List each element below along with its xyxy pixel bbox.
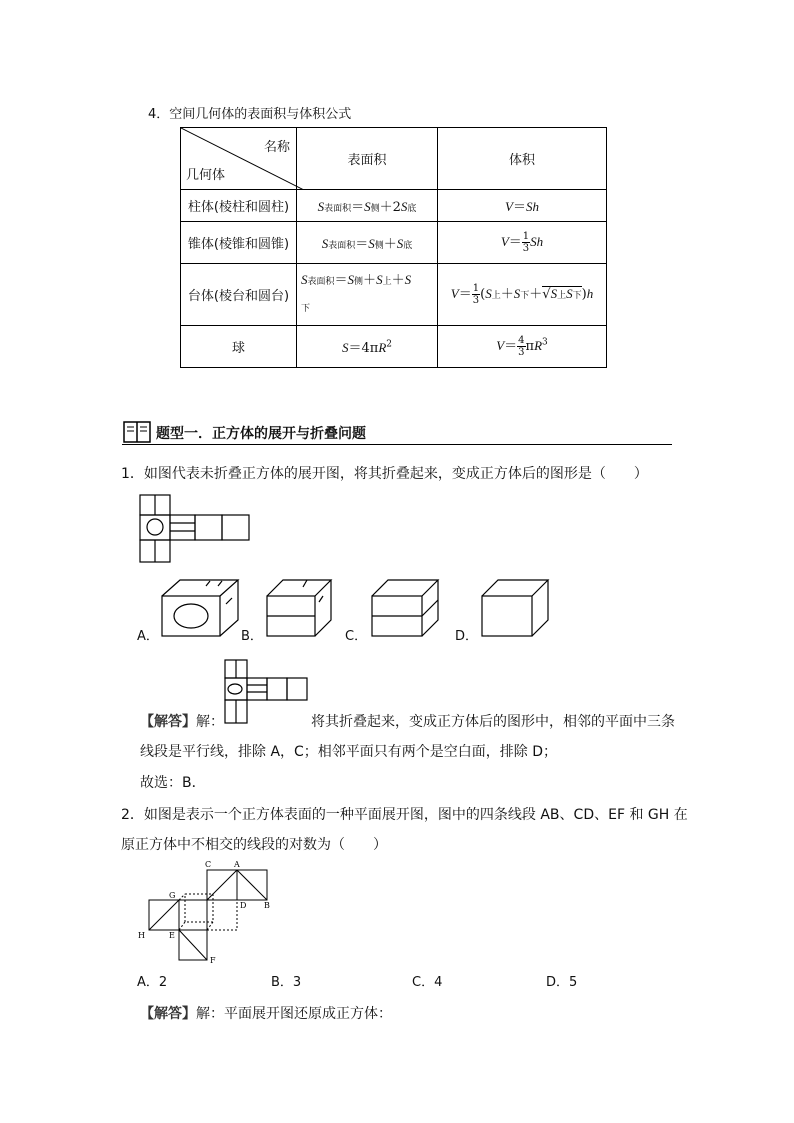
q2-answer: [140, 1003, 392, 1023]
q1-answer-line1: [140, 711, 224, 731]
q2-net-figure: [133, 858, 283, 968]
row-surface-frustum: S表面积＝S侧＋S上＋S 下: [297, 264, 438, 326]
formula-table: [180, 127, 607, 368]
q2-option-d[interactable]: D．5: [546, 975, 578, 990]
section-title: 4．空间几何体的表面积与体积公式: [148, 107, 352, 122]
q2-label-d: D: [240, 901, 247, 910]
header-name: 名称: [263, 140, 290, 155]
q1-option-c-cube: [368, 578, 440, 638]
q2-option-b[interactable]: B．3: [271, 975, 302, 990]
row-volume-sphere: V＝ $\frac{4}{3}$ $\pi R^3$: [438, 326, 607, 368]
q1-answer-lead: 解：: [196, 714, 224, 730]
row-surface-prism: S表面积＝S侧＋2S底: [297, 190, 438, 222]
q2-label-f: F: [210, 956, 216, 965]
q1-option-a[interactable]: A．: [137, 629, 159, 644]
q2-option-a[interactable]: A．2: [137, 975, 168, 990]
q1-answer-tag: 【解答】: [140, 714, 196, 730]
q2-label-c: C: [205, 860, 212, 869]
row-surface-sphere: $S=4\pi R^2$: [297, 326, 438, 368]
q1-option-b-cube: [263, 578, 333, 638]
q1-answer-text3: 故选：B．: [140, 775, 206, 791]
row-surface-pyramid: S表面积＝S侧＋S底: [297, 222, 438, 264]
topic-title: 题型一．正方体的展开与折叠问题: [156, 426, 366, 442]
q1-option-b[interactable]: B．: [241, 629, 263, 644]
table-header-corner: [181, 128, 297, 190]
q1-answer-text2: 线段是平行线，排除 A，C；相邻平面只有两个是空白面，排除 D；: [140, 744, 558, 760]
q1-stem: 1．如图代表未折叠正方体的展开图，将其折叠起来，变成正方体后的图形是（ ）: [121, 466, 648, 482]
q2-label-e: E: [169, 931, 175, 940]
q2-label-h: H: [138, 931, 145, 940]
row-solid-sphere: 球: [181, 326, 297, 368]
q2-label-g: G: [169, 891, 176, 900]
q2-label-b: B: [264, 901, 270, 910]
q2-answer-text: 解：平面展开图还原成正方体：: [196, 1006, 392, 1022]
book-icon: [123, 421, 151, 443]
q1-option-d[interactable]: D．: [455, 629, 479, 644]
q2-stem-line1: 2．如图是表示一个正方体表面的一种平面展开图，图中的四条线段 AB、CD、EF 和 GH 在: [121, 807, 688, 823]
q1-option-a-cube: [160, 578, 240, 638]
q2-answer-tag: 【解答】: [140, 1006, 196, 1022]
header-surface: 表面积: [297, 128, 438, 190]
q1-net-figure: [135, 490, 255, 570]
q2-label-a: A: [234, 860, 240, 869]
row-solid-pyramid: 锥体(棱锥和圆锥): [181, 222, 297, 264]
row-solid-frustum: 台体(棱台和圆台): [181, 264, 297, 326]
row-volume-prism: V＝Sh: [438, 190, 607, 222]
header-volume: 体积: [438, 128, 607, 190]
topic-underline: [122, 444, 672, 445]
q1-answer-net-figure: [222, 657, 312, 727]
q1-option-c[interactable]: C．: [345, 629, 368, 644]
row-volume-pyramid: V＝ $\frac{1}{3}$ Sh: [438, 222, 607, 264]
q2-option-c[interactable]: C．4: [412, 975, 443, 990]
header-solid: 几何体: [186, 168, 226, 183]
q1-answer-text1: 将其折叠起来，变成正方体后的图形中，相邻的平面中三条: [311, 714, 675, 730]
q1-option-d-cube: [478, 578, 550, 638]
row-volume-frustum: V＝ $\frac{1}{3}$ (S上＋S下＋√S上S下)h: [438, 264, 607, 326]
row-solid-prism: 柱体(棱柱和圆柱): [181, 190, 297, 222]
q2-stem-line2: 原正方体中不相交的线段的对数为（ ）: [121, 837, 387, 853]
